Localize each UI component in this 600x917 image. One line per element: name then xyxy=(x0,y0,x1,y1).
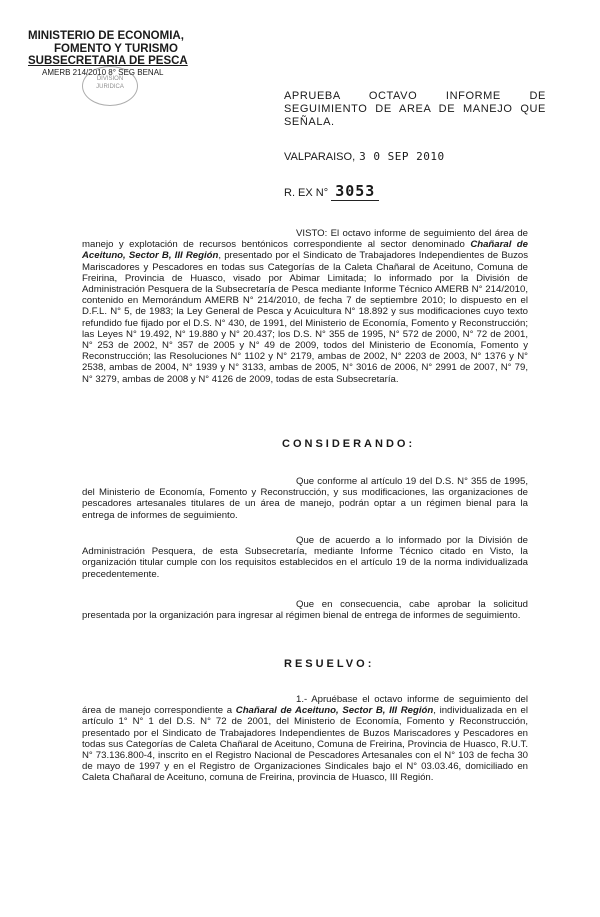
resolution-number-line xyxy=(284,182,379,200)
dateline xyxy=(284,150,445,163)
resolution-prefix: R. EX N° xyxy=(284,187,329,199)
letterhead-ministry: MINISTERIO DE ECONOMIA, xyxy=(28,30,184,42)
considerando-paragraph-3 xyxy=(82,599,528,621)
considerando-text-1: Que conforme al artículo 19 del D.S. N° 355 de 1995, del Ministerio de Economía, Fomento y Reconstrucción, y sus modificaciones, las organizaciones de pescadores artesanales titulares de un área de manejo, podrán optar a un régimen bienal para la entrega de informes de seguimiento. xyxy=(82,476,528,521)
resuelvo-heading: RESUELVO: xyxy=(284,658,375,670)
dateline-date: 3 0 SEP 2010 xyxy=(359,150,445,163)
visto-lead: VISTO: xyxy=(296,228,328,239)
visto-sector: Chañaral de Aceituno, Sector B, III Región xyxy=(82,239,529,262)
considerando-heading: CONSIDERANDO: xyxy=(282,438,416,450)
dateline-place: VALPARAISO, xyxy=(284,151,356,163)
letterhead-ministry-2: FOMENTO Y TURISMO xyxy=(54,42,178,55)
resuelvo-text-1: 1.- Apruébase el octavo informe de seguimiento del área de manejo correspondiente a xyxy=(82,694,528,717)
letterhead-reference: AMERB 214/2010 8° SEG BENAL xyxy=(42,67,164,77)
resuelvo-text-2: , individualizada en el artículo 1° N° 1 del D.S. N° 72 de 2001, del Ministerio de Economía, Fomento y Reconstrucción, presentado por el Sindicato de Trabajadores Independientes de Buzos Mariscadores y Pescadores en todas sus Categorías de Caleta Chañaral de Aceituno, Comuna de Freirina, Provincia de Huasco, R.U.T. N° 73.136.800-4, inscrito en el Registro Nacional de Pescadores Artesanales con el N° 103 de fecha 30 de mayo de 1997 y en el Registro de Organizaciones Sindicales bajo el N° 03.03.46, domiciliado en Caleta Chañaral de Aceituno, comuna de Freirina, provincia de Huasco, III Región. xyxy=(82,705,528,784)
considerando-paragraph-2 xyxy=(82,535,528,580)
considerando-text-3: Que en consecuencia, cabe aprobar la solicitud presentada por la organización para ingresar al régimen bienal de entrega de informes de seguimiento. xyxy=(82,599,528,622)
division-juridica-stamp: DIVISION JURIDICA xyxy=(82,66,138,106)
letterhead-subsecretaria: SUBSECRETARIA DE PESCA xyxy=(28,55,188,67)
visto-paragraph xyxy=(82,228,528,385)
considerando-paragraph-1 xyxy=(82,476,528,521)
resuelvo-paragraph-1 xyxy=(82,694,528,784)
resuelvo-sector: Chañaral de Aceituno, Sector B, III Región xyxy=(235,705,434,717)
resolution-number: 3053 xyxy=(331,182,379,201)
visto-text-1: El octavo informe de seguimiento del área de manejo y explotación de recursos bentónicos correspondiente al sector denominado xyxy=(82,228,528,251)
resolution-subject: APRUEBA OCTAVO INFORME DE SEGUIMIENTO DE AREA DE MANEJO QUE SEÑALA. xyxy=(284,90,546,128)
considerando-text-2: Que de acuerdo a lo informado por la División de Administración Pesquera, de esta Subsecretaría, mediante Informe Técnico citado en Visto, la organización titular cumple con los requisitos establecidos en el artículo 19 de la norma individualizada precedentemente. xyxy=(82,535,528,580)
visto-text-2: , presentado por el Sindicato de Trabajadores Independientes de Buzos Mariscadores y Pescadores en todas sus Categorías de la Caleta Chañaral de Aceituno, Comuna de Freirina, Provincia de Huasco, visado por Abimar Limitada; lo informado por la División de Administración Pesquera de la Subsecretaría de Pesca mediante Informe Técnico AMERB N° 214/2010, contenido en Memorándum AMERB N° 214/2010, de fecha 7 de septiembre 2010; lo dispuesto en el D.F.L. N° 5, de 1983; la Ley General de Pesca y Acuicultura N° 18.892 y sus modificaciones cuyo texto refundido fue fijado por el D.S. N° 430, de 1991, del Ministerio de Economía, Fomento y Reconstrucción; las Leyes N° 19.492, N° 19.880 y N° 20.437; los D.S. N° 355 de 1995, N° 572 de 2000, N° 72 de 2001, N° 253 de 2002, N° 357 de 2005 y N° 49 de 2009, todos del Ministerio de Economía, Fomento y Reconstrucción; las Resoluciones N° 1102 y N° 2179, ambas de 2002, N° 2203 de 2003, N° 1376 y N° 2538, ambas de 2004, N° 1939 y N° 3133, ambas de 2005, N° 3016 de 2006, N° 2991 de 2007, N° 79, N° 3279, ambas de 2008 y N° 4126 de 2009, todas de esta Subsecretaría. xyxy=(82,250,528,385)
